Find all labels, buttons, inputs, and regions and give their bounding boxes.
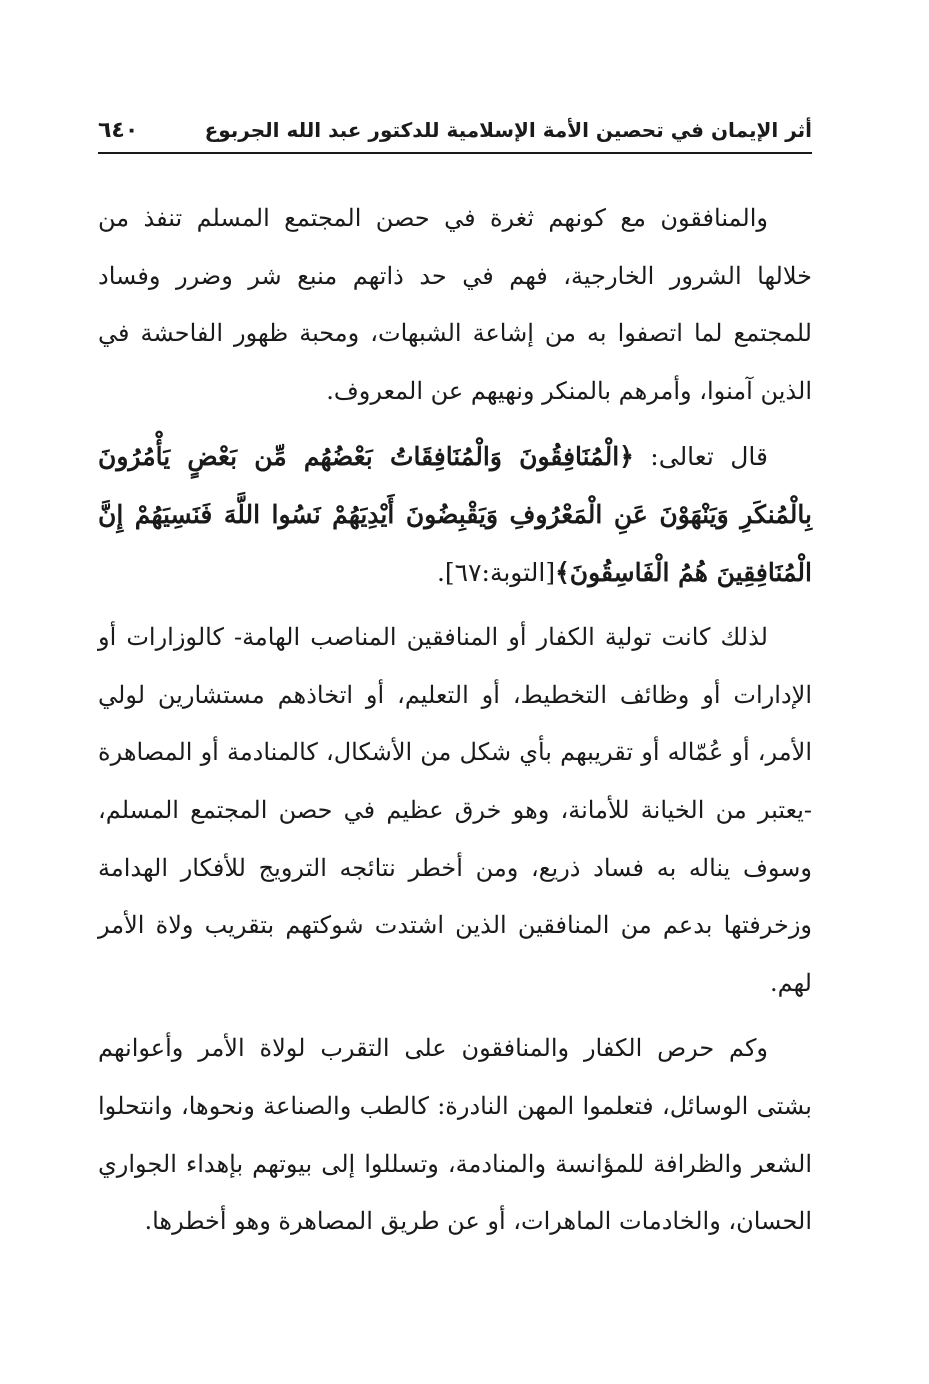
quote-intro: قال تعالى: xyxy=(633,442,769,472)
page-number: ٦٤٠ xyxy=(98,117,139,143)
paragraph-3: لذلك كانت تولية الكفار أو المنافقين المناصب الهامة- كالوزارات أو الإدارات أو وظائف التخطيط، أو التعليم، أو اتخاذهم مستشارين لولي الأمر، أو عُمّاله أو تقريبهم بأي شكل من الأشكال، كالمنادمة أو المصاهرة -يعتبر من الخيانة للأمانة، وهو خرق عظيم في حصن المجتمع المسلم، وسوف يناله به فساد ذريع، ومن أخطر نتائجه الترويج للأفكار الهدامة وزخرفتها بدعم من المنافقين الذين اشتدت شوكتهم بتقريب ولاة الأمر لهم. xyxy=(98,623,812,997)
running-header xyxy=(98,110,812,150)
paragraph-4: وكم حرص الكفار والمنافقون على التقرب لولاة الأمر وأعوانهم بشتى الوسائل، فتعلموا المهن النادرة: كالطب والصناعة ونحوها، وانتحلوا الشعر والظرافة للمؤانسة والمنادمة، وتسللوا إلى بيوتهم بإهداء الجواري الحسان، والخادمات الماهرات، أو عن طريق المصاهرة وهو أخطرها. xyxy=(98,1034,812,1236)
verse-reference: [التوبة:٦٧]. xyxy=(436,557,556,587)
paragraph-1: والمنافقون مع كونهم ثغرة في حصن المجتمع المسلم تنفذ من خلالها الشرور الخارجية، فهم في حد ذاتهم منبع شر وضرر وفساد للمجتمع لما اتصفوا به من إشاعة الشبهات، ومحبة ظهور الفاحشة في الذين آمنوا، وأمرهم بالمنكر ونهيهم عن المعروف. xyxy=(98,204,812,405)
quran-verse: ﴿الْمُنَافِقُونَ وَالْمُنَافِقَاتُ بَعْضُهُم مِّن بَعْضٍ يَأْمُرُونَ بِالْمُنكَرِ وَيَنْهَوْنَ عَنِ الْمَعْرُوفِ وَيَقْبِضُونَ أَيْدِيَهُمْ نَسُوا اللَّهَ فَنَسِيَهُمْ إِنَّ الْمُنَافِقِينَ هُمُ الْفَاسِقُونَ﴾ xyxy=(98,442,812,587)
paragraph-quran-quote xyxy=(98,428,812,601)
page-body xyxy=(98,190,812,1259)
header-title: أثر الإيمان في تحصين الأمة الإسلامية للدكتور عبد الله الجربوع xyxy=(204,118,812,142)
header-rule xyxy=(98,152,812,154)
